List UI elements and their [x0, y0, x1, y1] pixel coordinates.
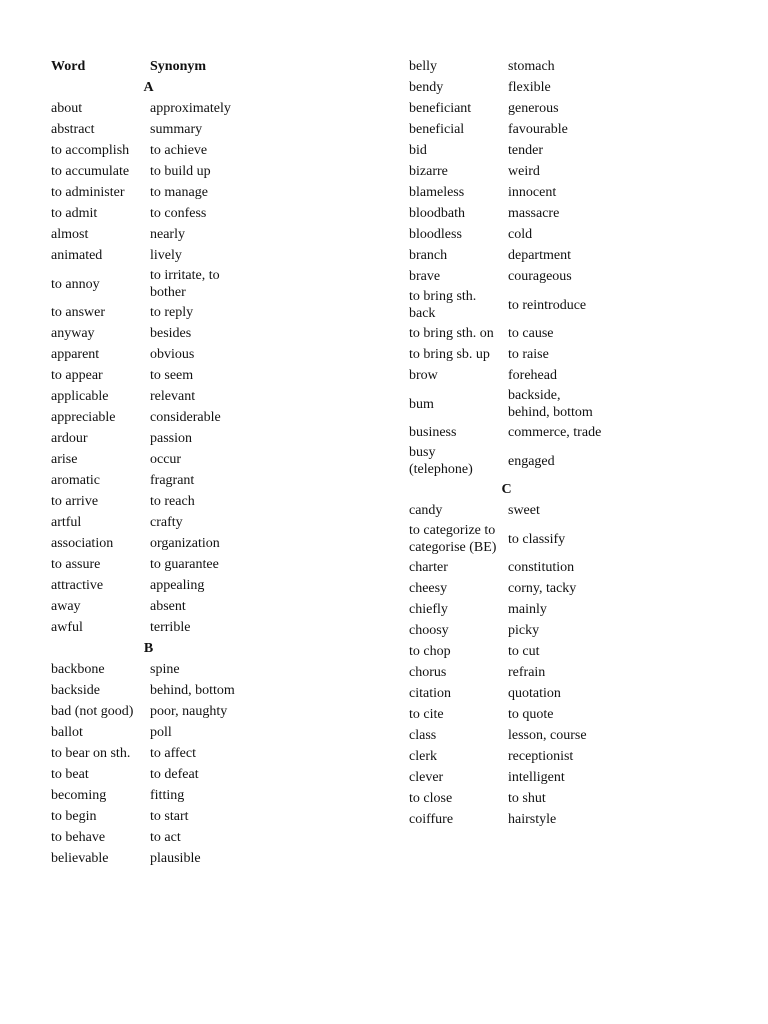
- table-row: [46, 449, 251, 470]
- synonym-cell: fragrant: [150, 473, 195, 488]
- synonym-cell: to confess: [150, 206, 207, 221]
- synonym-cell: to act: [150, 830, 181, 845]
- word-cell: brave: [409, 269, 441, 284]
- synonym-cell: to raise: [508, 347, 549, 362]
- word-cell: ballot: [51, 725, 83, 740]
- word-cell: cheesy: [409, 581, 448, 596]
- table-row: [404, 683, 609, 704]
- table-row: [404, 344, 609, 365]
- table-row: [46, 119, 251, 140]
- word-cell: association: [51, 536, 114, 551]
- table-row: [404, 500, 609, 521]
- synonym-cell: constitution: [508, 560, 575, 575]
- synonym-cell: spine: [150, 662, 180, 677]
- synonym-cell: quotation: [508, 686, 561, 701]
- table-row: [46, 848, 251, 869]
- synonym-cell: mainly: [508, 602, 547, 617]
- word-cell: bizarre: [409, 164, 448, 179]
- word-cell: apparent: [51, 347, 100, 362]
- synonym-cell: tender: [508, 143, 543, 158]
- synonym-cell: relevant: [150, 389, 196, 404]
- synonym-cell: occur: [150, 452, 182, 467]
- synonym-cell: approximately: [150, 101, 231, 116]
- word-cell: becoming: [51, 788, 107, 803]
- header-synonym: Synonym: [150, 59, 207, 74]
- table-row: [46, 386, 251, 407]
- table-row: [46, 827, 251, 848]
- word-cell: beneficiant: [409, 101, 472, 116]
- table-row: [46, 785, 251, 806]
- table-row: [404, 557, 609, 578]
- table-row: [46, 512, 251, 533]
- word-cell: bloodbath: [409, 206, 465, 221]
- table-row: [46, 533, 251, 554]
- synonym-cell: weird: [508, 164, 540, 179]
- table-row: [46, 203, 251, 224]
- word-cell: to cite: [409, 707, 444, 722]
- table-row: [404, 386, 609, 422]
- word-cell: abstract: [51, 122, 95, 137]
- synonym-cell: terrible: [150, 620, 191, 635]
- synonym-cell: to start: [150, 809, 189, 824]
- left-column: [46, 56, 346, 869]
- synonym-cell: picky: [508, 623, 540, 638]
- table-row: [404, 704, 609, 725]
- table-row: [46, 428, 251, 449]
- word-cell: brow: [409, 368, 438, 383]
- word-cell: artful: [51, 515, 82, 530]
- synonym-cell: to build up: [150, 164, 211, 179]
- word-cell: aromatic: [51, 473, 100, 488]
- word-cell: chiefly: [409, 602, 448, 617]
- synonym-cell: hairstyle: [508, 812, 557, 827]
- synonym-cell: stomach: [508, 59, 555, 74]
- table-row: [404, 422, 609, 443]
- table-row: [46, 323, 251, 344]
- synonym-cell: to classify: [508, 531, 566, 547]
- table-row: [404, 161, 609, 182]
- synonym-cell: to cause: [508, 326, 554, 341]
- synonym-cell: to affect: [150, 746, 196, 761]
- word-cell: believable: [51, 851, 109, 866]
- word-cell: away: [51, 599, 81, 614]
- synonym-cell: crafty: [150, 515, 183, 530]
- synonym-table-right: [404, 56, 609, 830]
- word-cell: bendy: [409, 80, 444, 95]
- synonym-cell: organization: [150, 536, 220, 551]
- synonym-cell: to reintroduce: [508, 297, 587, 313]
- word-cell: attractive: [51, 578, 104, 593]
- table-row: [404, 323, 609, 344]
- synonym-cell: obvious: [150, 347, 195, 362]
- synonym-cell: generous: [508, 101, 559, 116]
- synonym-table-left: [46, 56, 251, 869]
- synonym-cell: to manage: [150, 185, 208, 200]
- word-cell: beneficial: [409, 122, 465, 137]
- word-cell: choosy: [409, 623, 449, 638]
- word-cell: charter: [409, 560, 448, 575]
- synonym-cell: sweet: [508, 503, 540, 518]
- synonym-cell: cold: [508, 227, 533, 242]
- table-row: [404, 662, 609, 683]
- table-row: [46, 806, 251, 827]
- synonym-cell: engaged: [508, 453, 555, 469]
- table-row: [404, 119, 609, 140]
- synonym-cell: innocent: [508, 185, 557, 200]
- word-cell: to bring sb. up: [409, 347, 490, 362]
- word-cell: applicable: [51, 389, 109, 404]
- synonym-cell: summary: [150, 122, 203, 137]
- word-cell: arise: [51, 452, 78, 467]
- table-row: [404, 578, 609, 599]
- word-cell: backside: [51, 683, 100, 698]
- word-cell: chorus: [409, 665, 447, 680]
- section-letter: B: [143, 641, 154, 656]
- table-row: [404, 365, 609, 386]
- word-cell: bloodless: [409, 227, 462, 242]
- word-cell: busy (telephone): [409, 445, 473, 477]
- synonym-cell: to reply: [150, 305, 194, 320]
- word-cell: about: [51, 101, 83, 116]
- synonym-cell: passion: [150, 431, 192, 446]
- word-cell: to close: [409, 791, 453, 806]
- word-cell: animated: [51, 248, 103, 263]
- synonym-cell: receptionist: [508, 749, 574, 764]
- table-row: [46, 470, 251, 491]
- synonym-cell: to quote: [508, 707, 554, 722]
- table-row: [404, 746, 609, 767]
- right-column: [404, 56, 724, 830]
- word-cell: anyway: [51, 326, 95, 341]
- synonym-cell: poll: [150, 725, 172, 740]
- synonym-cell: favourable: [508, 122, 568, 137]
- word-cell: candy: [409, 503, 443, 518]
- word-cell: to beat: [51, 767, 89, 782]
- word-cell: to annoy: [51, 276, 100, 292]
- word-cell: ardour: [51, 431, 88, 446]
- word-cell: bid: [409, 143, 427, 158]
- table-row: [404, 521, 609, 557]
- section-letter: C: [501, 482, 512, 497]
- synonym-cell: considerable: [150, 410, 221, 425]
- word-cell: citation: [409, 686, 451, 701]
- table-row: [404, 266, 609, 287]
- synonym-cell: massacre: [508, 206, 560, 221]
- synonym-cell: nearly: [150, 227, 185, 242]
- section-letter-row: [46, 638, 251, 659]
- word-cell: to accumulate: [51, 164, 130, 179]
- table-row: [404, 599, 609, 620]
- synonym-cell: forehead: [508, 368, 557, 383]
- synonym-cell: refrain: [508, 665, 546, 680]
- word-cell: clerk: [409, 749, 437, 764]
- table-row: [46, 344, 251, 365]
- table-row: [404, 809, 609, 830]
- word-cell: almost: [51, 227, 89, 242]
- table-row: [404, 203, 609, 224]
- word-cell: backbone: [51, 662, 105, 677]
- header-word: Word: [51, 59, 86, 74]
- synonym-cell: backside, behind, bottom: [508, 388, 593, 420]
- table-row: [404, 620, 609, 641]
- synonym-cell: to achieve: [150, 143, 208, 158]
- table-row: [46, 701, 251, 722]
- word-cell: awful: [51, 620, 83, 635]
- table-row: [404, 245, 609, 266]
- synonym-cell: commerce, trade: [508, 425, 602, 440]
- table-row: [46, 491, 251, 512]
- word-cell: to assure: [51, 557, 101, 572]
- word-cell: to administer: [51, 185, 125, 200]
- synonym-cell: behind, bottom: [150, 683, 235, 698]
- table-row: [46, 98, 251, 119]
- word-cell: to categorize to categorise (BE): [409, 523, 497, 555]
- synonym-cell: lively: [150, 248, 182, 263]
- word-cell: to chop: [409, 644, 451, 659]
- synonym-cell: corny, tacky: [508, 581, 577, 596]
- synonym-cell: besides: [150, 326, 192, 341]
- synonym-cell: courageous: [508, 269, 572, 284]
- word-cell: belly: [409, 59, 437, 74]
- word-cell: to bring sth. back: [409, 289, 477, 321]
- word-cell: to admit: [51, 206, 98, 221]
- table-row: [404, 98, 609, 119]
- synonym-cell: to guarantee: [150, 557, 219, 572]
- table-row: [404, 287, 609, 323]
- synonym-cell: poor, naughty: [150, 704, 228, 719]
- word-cell: bad (not good): [51, 704, 134, 719]
- word-cell: to bear on sth.: [51, 746, 131, 761]
- table-row: [404, 788, 609, 809]
- synonym-cell: to irritate, to bother: [150, 268, 220, 300]
- table-row: [46, 224, 251, 245]
- table-row: [404, 182, 609, 203]
- synonym-cell: to shut: [508, 791, 546, 806]
- word-cell: business: [409, 425, 457, 440]
- word-cell: to arrive: [51, 494, 99, 509]
- synonym-cell: lesson, course: [508, 728, 587, 743]
- word-cell: class: [409, 728, 437, 743]
- word-cell: blameless: [409, 185, 465, 200]
- table-row: [46, 302, 251, 323]
- synonym-cell: appealing: [150, 578, 205, 593]
- table-row: [46, 554, 251, 575]
- synonym-cell: fitting: [150, 788, 185, 803]
- table-row: [46, 680, 251, 701]
- table-row: [46, 659, 251, 680]
- table-row: [46, 617, 251, 638]
- synonym-cell: to seem: [150, 368, 194, 383]
- synonym-cell: to cut: [508, 644, 540, 659]
- table-row: [46, 266, 251, 302]
- word-cell: clever: [409, 770, 444, 785]
- word-cell: to begin: [51, 809, 97, 824]
- table-row: [46, 743, 251, 764]
- synonym-cell: department: [508, 248, 571, 263]
- table-row: [404, 767, 609, 788]
- word-cell: bum: [409, 396, 434, 412]
- table-row: [404, 77, 609, 98]
- word-cell: to accomplish: [51, 143, 130, 158]
- section-letter: A: [143, 80, 154, 95]
- section-letter-row: [46, 77, 251, 98]
- table-row: [404, 56, 609, 77]
- table-header-row: [46, 56, 251, 77]
- synonym-cell: to defeat: [150, 767, 199, 782]
- table-row: [46, 182, 251, 203]
- table-row: [46, 140, 251, 161]
- word-cell: to appear: [51, 368, 103, 383]
- table-row: [46, 245, 251, 266]
- word-cell: appreciable: [51, 410, 116, 425]
- table-row: [46, 722, 251, 743]
- word-cell: coiffure: [409, 812, 454, 827]
- table-row: [404, 641, 609, 662]
- synonym-cell: to reach: [150, 494, 195, 509]
- word-cell: to answer: [51, 305, 106, 320]
- synonym-cell: plausible: [150, 851, 201, 866]
- word-cell: to behave: [51, 830, 106, 845]
- word-cell: branch: [409, 248, 448, 263]
- word-cell: to bring sth. on: [409, 326, 494, 341]
- table-row: [46, 407, 251, 428]
- table-row: [404, 725, 609, 746]
- section-letter-row: [404, 479, 609, 500]
- table-row: [46, 575, 251, 596]
- table-row: [46, 161, 251, 182]
- table-row: [46, 596, 251, 617]
- synonym-cell: intelligent: [508, 770, 565, 785]
- table-row: [404, 443, 609, 479]
- synonym-cell: flexible: [508, 80, 551, 95]
- synonym-cell: absent: [150, 599, 186, 614]
- table-row: [404, 140, 609, 161]
- table-row: [404, 224, 609, 245]
- table-row: [46, 764, 251, 785]
- table-row: [46, 365, 251, 386]
